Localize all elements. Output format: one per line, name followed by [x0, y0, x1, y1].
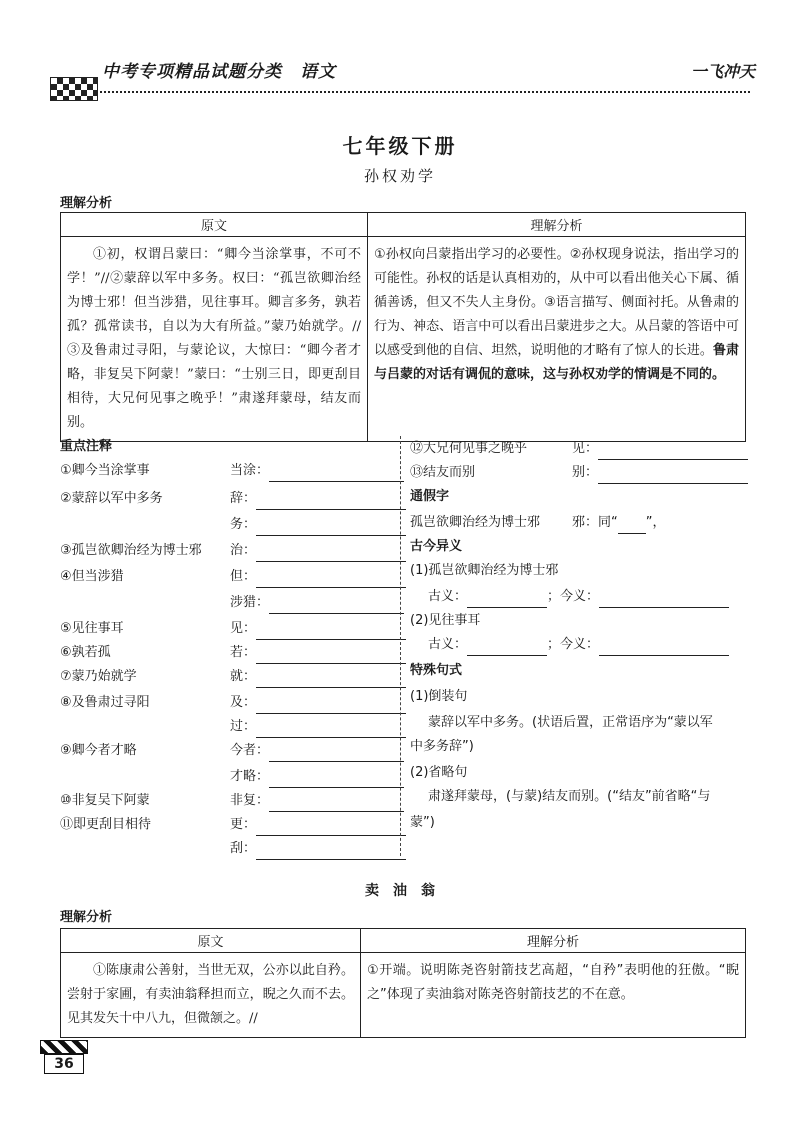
note-key: 更：	[230, 814, 406, 836]
teshu-title: (1)倒装句	[410, 689, 468, 704]
answer-blank[interactable]	[598, 468, 748, 484]
answer-blank[interactable]	[256, 624, 406, 640]
header-title: 中考专项精品试题分类 语文	[102, 62, 336, 82]
note-phrase: ⑫大兄何见事之晚乎	[410, 441, 528, 456]
page-header	[50, 55, 755, 103]
tongjia-key: 邪：同“ ”，	[572, 512, 666, 534]
teshu-label: 特殊句式	[410, 663, 463, 678]
answer-blank[interactable]	[256, 844, 406, 860]
note-phrase: ⑥孰若孤	[60, 645, 111, 660]
note-key: 若：	[230, 642, 406, 664]
answer-blank[interactable]	[467, 640, 547, 656]
col-original: 原文	[61, 929, 361, 953]
answer-blank[interactable]	[598, 444, 748, 460]
note-key: 才略：	[230, 766, 404, 788]
note-phrase: ①卿今当涂掌事	[60, 463, 150, 478]
gujin-answer: 古义： ；今义：	[428, 586, 729, 608]
note-key: 治：	[230, 540, 406, 562]
teshu-body: 蒙辞以军中多务。(状语后置，正常语序为“蒙以军	[428, 715, 713, 730]
teshu-title: (2)省略句	[410, 765, 468, 780]
note-key: 见：	[230, 618, 406, 640]
analysis-label: 理解分析	[60, 196, 113, 211]
answer-blank[interactable]	[618, 518, 646, 534]
answer-blank[interactable]	[256, 722, 406, 738]
header-brand: 一飞冲天	[690, 62, 755, 81]
checker-logo	[50, 77, 98, 101]
analysis-text	[368, 237, 746, 442]
note-key: 过：	[230, 716, 406, 738]
note-phrase: ⑧及鲁肃过寻阳	[60, 695, 150, 710]
tongjia-label: 通假字	[410, 489, 450, 504]
note-key: 但：	[230, 566, 406, 588]
answer-blank[interactable]	[256, 672, 406, 688]
tongjia-phrase: 孤岂欲卿治经为博士邪	[410, 515, 541, 530]
page-number-badge	[40, 1040, 88, 1076]
analysis-text: ①开端。说明陈尧咨射箭技艺高超，“自矜”表明他的狂傲。“睨之”体现了卖油翁对陈尧咨射箭技艺的不在意。	[361, 953, 746, 1038]
teshu-body: 中多务辞”)	[410, 739, 474, 754]
note-key: 辞：	[230, 488, 406, 510]
answer-blank[interactable]	[256, 648, 406, 664]
answer-blank[interactable]	[256, 572, 406, 588]
note-key: 刮：	[230, 838, 406, 860]
grade-title: 七年级下册	[342, 134, 458, 158]
page-number: 36	[44, 1054, 84, 1074]
header-rule	[100, 91, 750, 93]
answer-blank[interactable]	[269, 796, 404, 812]
note-phrase: ⑬结友而别	[410, 465, 476, 480]
gujin-answer: 古义： ；今义：	[428, 634, 729, 656]
note-key: 及：	[230, 692, 406, 714]
answer-blank[interactable]	[256, 820, 406, 836]
gujin-item: (2)见往事耳	[410, 613, 481, 628]
analysis-table	[60, 212, 746, 442]
note-key: 见：	[572, 438, 748, 460]
teshu-body: 蒙”)	[410, 815, 435, 830]
gujin-label: 古今异义	[410, 539, 463, 554]
column-divider	[400, 436, 401, 856]
note-key: 别：	[572, 462, 748, 484]
note-phrase: ③孤岂欲卿治经为博士邪	[60, 543, 202, 558]
col-analysis: 理解分析	[361, 929, 746, 953]
note-phrase: ②蒙辞以军中多务	[60, 491, 163, 506]
col-analysis: 理解分析	[368, 213, 746, 237]
answer-blank[interactable]	[467, 592, 547, 608]
flag-icon	[40, 1040, 88, 1054]
notes-label: 重点注释	[60, 439, 113, 454]
original-text: ①陈康肃公善射，当世无双，公亦以此自矜。尝射于家圃，有卖油翁释担而立，睨之久而不去。见其发矢十中八九，但微颔之。//	[61, 953, 361, 1038]
note-phrase: ④但当涉猎	[60, 569, 124, 584]
gujin-item: (1)孤岂欲卿治经为博士邪	[410, 563, 559, 578]
analysis-bold: 鲁肃与吕蒙的对话有调侃的意味，这与孙权劝学的情调是不同的。	[374, 343, 739, 382]
answer-blank[interactable]	[256, 546, 406, 562]
note-key: 务：	[230, 514, 406, 536]
note-key: 非复：	[230, 790, 404, 812]
answer-blank[interactable]	[269, 598, 404, 614]
note-phrase: ⑤见往事耳	[60, 621, 124, 636]
lesson-title: 孙权劝学	[363, 167, 436, 185]
answer-blank[interactable]	[599, 640, 729, 656]
note-key: 当涂：	[230, 460, 404, 482]
answer-blank[interactable]	[269, 772, 404, 788]
analysis-label-2: 理解分析	[60, 910, 113, 925]
answer-blank[interactable]	[256, 520, 406, 536]
answer-blank[interactable]	[256, 698, 406, 714]
original-text: ①初，权谓吕蒙曰：“卿今当涂掌事，不可不学！”//②蒙辞以军中多务。权曰：“孤岂欲卿治经为博士邪！但当涉猎，见往事耳。卿言多务，孰若孤？孤常读书，自以为大有所益。”蒙乃始就学。//③及鲁肃过寻阳，与蒙论议，大惊曰：“卿今者才略，非复吴下阿蒙！”蒙曰：“士别三日，即更刮目相待，大兄何见事之晚乎！”肃遂拜蒙母，结友而别。	[61, 237, 368, 442]
analysis-normal: ①孙权向吕蒙指出学习的必要性。②孙权现身说法，指出学习的可能性。孙权的话是认真相劝的，从中可以看出他关心下属、循循善诱，但又不失人主身份。③语言描写、侧面衬托。从鲁肃的行为、神态、语言中可以看出吕蒙进步之大。从吕蒙的答语中可以感受到他的自信、坦然，说明他的才略有了惊人的长进。	[374, 247, 739, 358]
note-key: 就：	[230, 666, 406, 688]
analysis-table-2	[60, 928, 746, 1038]
answer-blank[interactable]	[256, 494, 406, 510]
note-phrase: ⑨卿今者才略	[60, 743, 137, 758]
col-original: 原文	[61, 213, 368, 237]
lesson-title-2: 卖 油 翁	[365, 883, 435, 899]
note-phrase: ⑩非复吴下阿蒙	[60, 793, 150, 808]
note-phrase: ⑦蒙乃始就学	[60, 669, 137, 684]
note-phrase: ⑪即更刮目相待	[60, 817, 152, 832]
answer-blank[interactable]	[599, 592, 729, 608]
answer-blank[interactable]	[269, 746, 404, 762]
note-key: 涉猎：	[230, 592, 404, 614]
note-key: 今者：	[230, 740, 404, 762]
teshu-body: 肃遂拜蒙母，(与蒙)结友而别。(“结友”前省略“与	[428, 789, 711, 804]
answer-blank[interactable]	[269, 466, 404, 482]
